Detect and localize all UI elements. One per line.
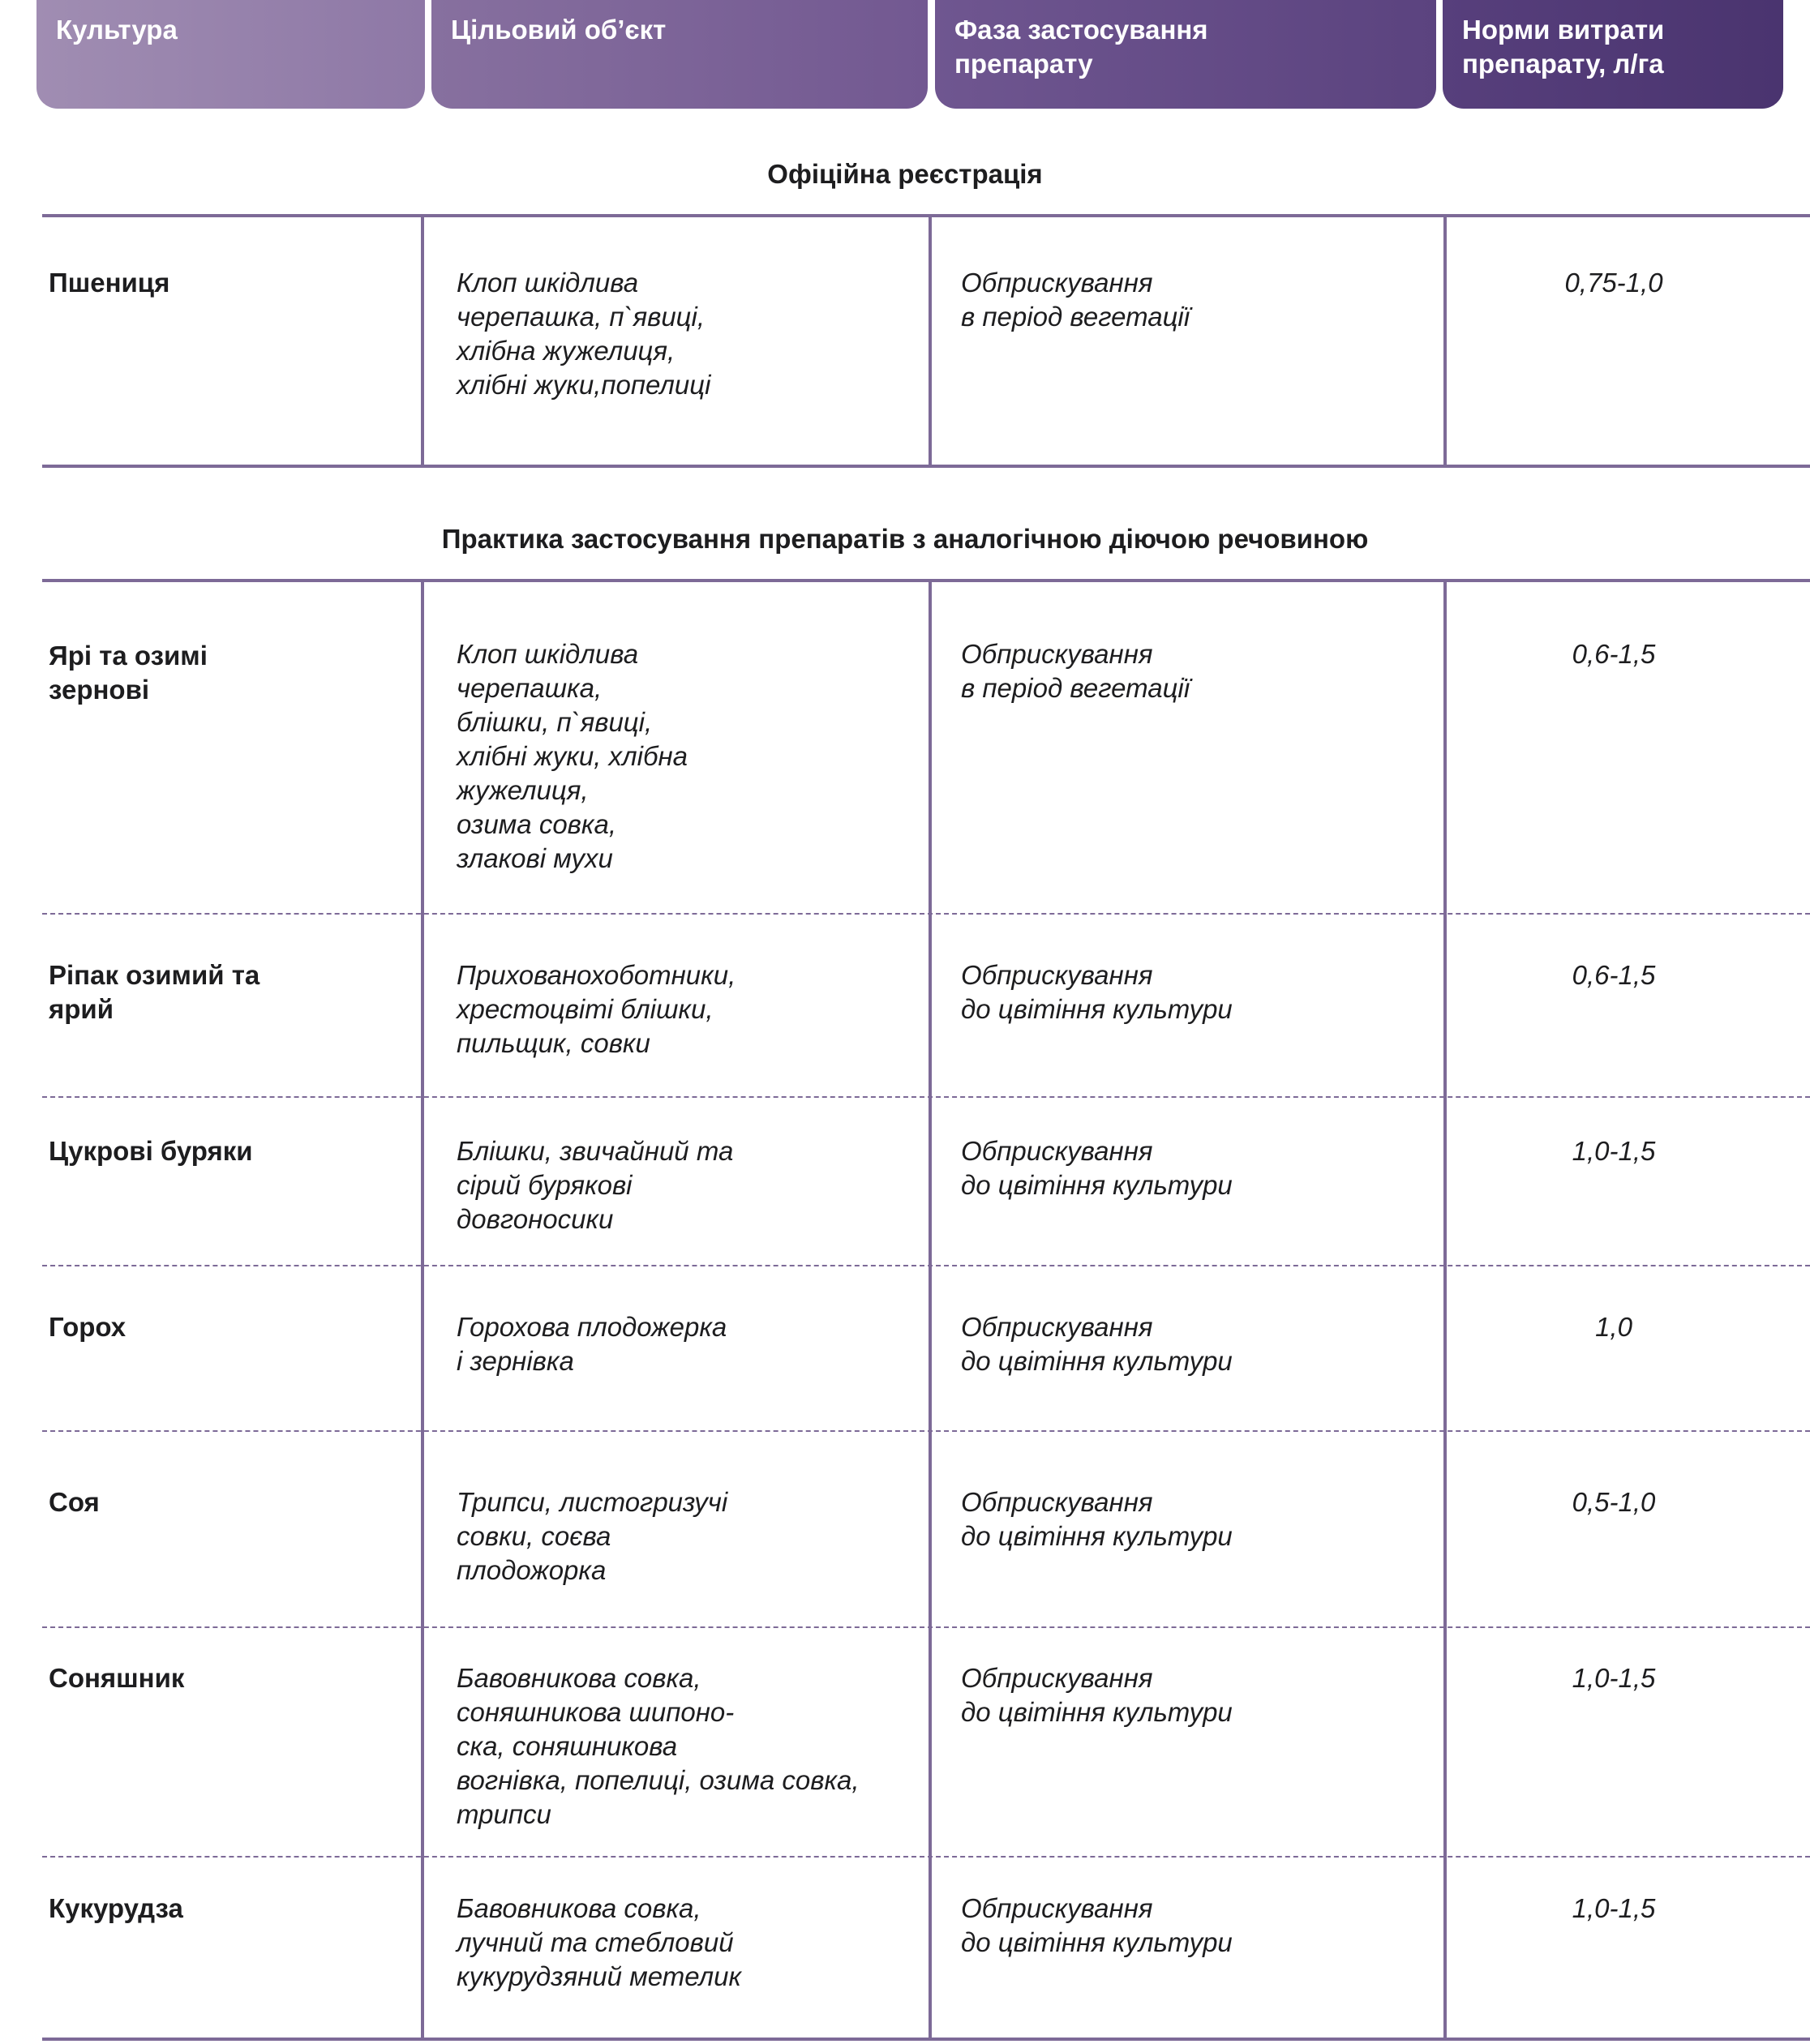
column-divider: [421, 581, 424, 2039]
table-rule: [42, 2038, 1810, 2041]
column-divider: [421, 216, 424, 466]
table-rule: [42, 465, 1810, 468]
row-divider: [42, 1856, 1810, 1858]
row-divider: [42, 1430, 1810, 1432]
row-rate: 1,0: [1595, 1312, 1632, 1342]
row-rate: 1,0-1,5: [1572, 1663, 1656, 1693]
header-rate-label-1: Норми витрати: [1462, 15, 1665, 45]
row-target: Клоп шкідлива черепашка, п`явиці, хлібна жужелиця, хлібні жуки,попелиці: [457, 268, 711, 400]
row-phase: Обприскування в період вегетації: [961, 268, 1190, 332]
row-crop: Пшениця: [49, 268, 170, 298]
row-rate: 0,6-1,5: [1572, 960, 1656, 990]
column-divider: [1443, 216, 1447, 466]
table-rule: [42, 579, 1810, 582]
row-crop: Соя: [49, 1487, 100, 1517]
row-crop: Кукурудза: [49, 1893, 183, 1923]
header-consumption-rate: [1443, 0, 1783, 109]
row-rate: 0,6-1,5: [1572, 639, 1656, 669]
row-divider: [42, 1626, 1810, 1628]
row-rate: 1,0-1,5: [1572, 1136, 1656, 1166]
row-crop: Цукрові буряки: [49, 1136, 253, 1166]
row-divider: [42, 1096, 1810, 1098]
row-target: Бавовникова совка, соняшникова шипоно- ска, соняшникова вогнівка, попелиці, озима совка, трипси: [457, 1663, 860, 1829]
row-rate: 0,75-1,0: [1564, 268, 1663, 298]
header-rate-label-2: препарату, л/га: [1462, 49, 1664, 79]
row-phase: Обприскування до цвітіння культури: [961, 1663, 1233, 1727]
row-phase: Обприскування до цвітіння культури: [961, 960, 1233, 1024]
section-official-registration: Офіційна реєстрація: [767, 159, 1043, 189]
row-target: Клоп шкідлива черепашка, блішки, п`явиці, хлібні жуки, хлібна жужелиця, озима совка, злакові мухи: [457, 639, 688, 873]
header-application-phase: [935, 0, 1436, 109]
row-phase: Обприскування до цвітіння культури: [961, 1312, 1233, 1376]
row-target: Бавовникова совка, лучний та стебловий кукурудзяний метелик: [457, 1893, 742, 1991]
row-target: Горохова плодожерка і зернівка: [457, 1312, 727, 1376]
row-phase: Обприскування до цвітіння культури: [961, 1136, 1233, 1200]
row-crop: Ріпак озимий та ярий: [49, 960, 260, 1024]
row-target: Блішки, звичайний та сірий бурякові довгоносики: [457, 1136, 734, 1234]
row-crop: Горох: [49, 1312, 127, 1342]
row-rate: 1,0-1,5: [1572, 1893, 1656, 1923]
table-rule: [42, 214, 1810, 217]
row-crop: Соняшник: [49, 1663, 185, 1693]
row-target: Трипси, листогризучі совки, соєва плодожорка: [457, 1487, 728, 1585]
section-practice: Практика застосування препаратів з аналогічною діючою речовиною: [441, 524, 1369, 554]
header-phase-label-2: препарату: [954, 49, 1093, 79]
row-divider: [42, 913, 1810, 915]
row-phase: Обприскування в період вегетації: [961, 639, 1190, 703]
column-divider: [1443, 581, 1447, 2039]
row-phase: Обприскування до цвітіння культури: [961, 1487, 1233, 1551]
header-phase-label-1: Фаза застосування: [954, 15, 1208, 45]
row-divider: [42, 1265, 1810, 1266]
header-target-label: Цільовий об’єкт: [451, 15, 667, 45]
row-rate: 0,5-1,0: [1572, 1487, 1656, 1517]
header-culture: [36, 0, 425, 109]
header-target-object: [431, 0, 928, 109]
header-culture-label: Культура: [56, 15, 178, 45]
row-target: Прихованохоботники, хрестоцвіті блішки, пильщик, совки: [457, 960, 736, 1058]
row-crop: Ярі та озимі зернові: [49, 641, 208, 705]
row-phase: Обприскування до цвітіння культури: [961, 1893, 1233, 1957]
